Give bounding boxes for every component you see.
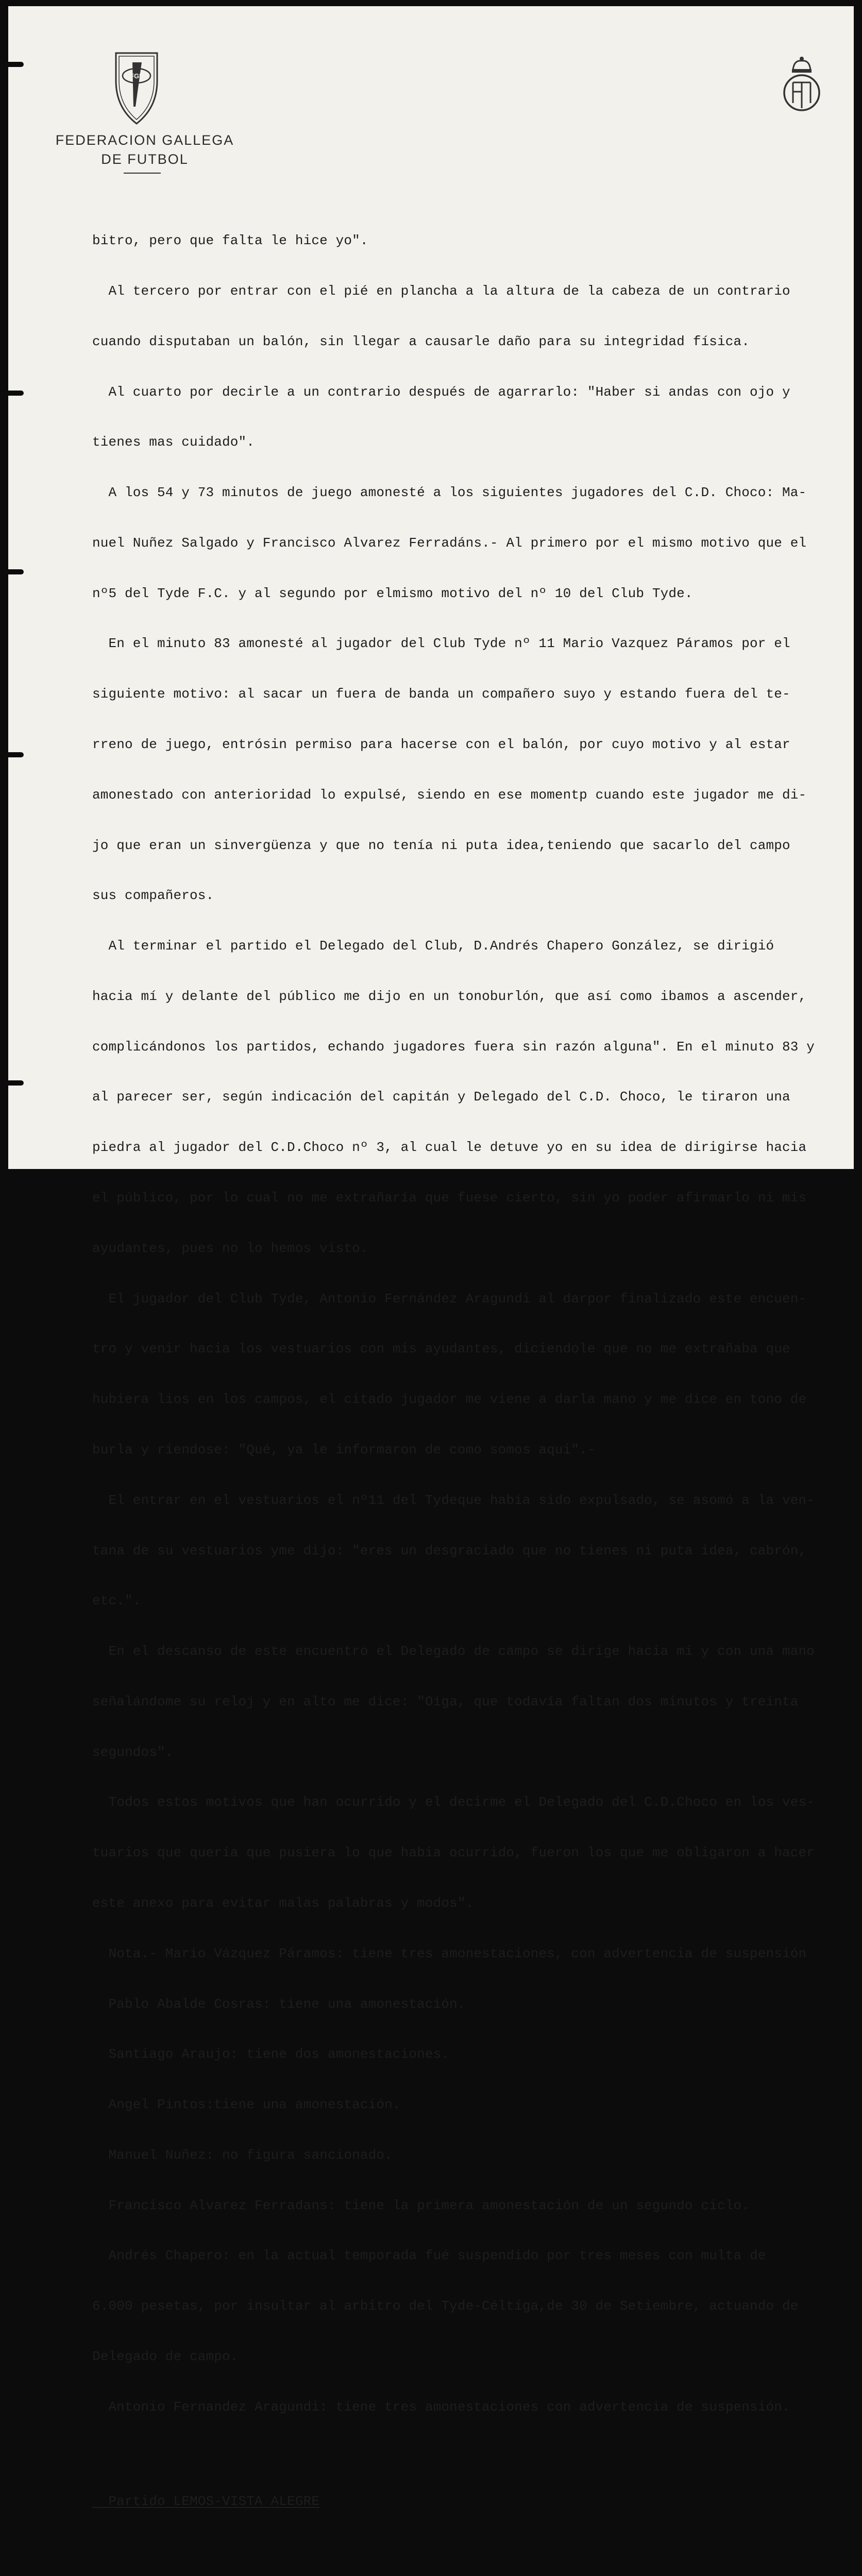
binder-hole (8, 1080, 24, 1086)
text-line: ayudantes, pues no lo hemos visto. (92, 1240, 368, 1256)
text-line: complicándonos los partidos, echando jugadores fuera sin razón alguna". En el minuto 83 y (92, 1039, 815, 1055)
text-line: Al tercero por entrar con el pié en plancha a la altura de la cabeza de un contrario (92, 283, 790, 299)
text-line: Delegado de campo. (92, 2349, 239, 2364)
text-line: hubiera lios en los campos, el citado jugador me viene a darla mano y me dice en tono de (92, 1392, 807, 1408)
text-line: Todos estos motivos que han ocurrido y el decirme el Delegado del C.D.Choco en los ves- (92, 1794, 815, 1810)
binder-hole (8, 569, 24, 574)
section-heading: Partido LEMOS-VISTA ALEGRE (92, 2493, 320, 2509)
text-line: Francisco Alvarez Ferradans: tiene la primera amonestación de un segundo ciclo. (92, 2197, 750, 2213)
text-line: al parecer ser, según indicación del capitán y Delegado del C.D. Choco, le tiraron una (92, 1089, 790, 1105)
binder-hole (8, 62, 24, 67)
text-line: cuando disputaban un balón, sin llegar a causarle daño para su integridad física. (92, 333, 750, 349)
text-line: siguiente motivo: al sacar un fuera de banda un compañero suyo y estando fuera del te- (92, 686, 790, 702)
text-line: Andrés Chapero: en la actual temporada fué suspendido por tres meses con multa de (92, 2248, 766, 2264)
text-line: El jugador del Club Tyde, Antonio Fernández Aragundi al darpor finalizado este encuen- (92, 1291, 807, 1307)
text-line: Antonio Fernandez Aragundi: tiene tres amonestaciones con advertencia de suspensión. (92, 2399, 790, 2415)
text-line: Santiago Araujo: tiene dos amonestaciones. (92, 2046, 450, 2062)
galician-football-federation-shield-icon (113, 51, 160, 126)
text-line: Manuel Nuñez: no figura sancionado. (92, 2147, 393, 2163)
text-line: tana de su vestuarios yme dijo: "eres un desgraciado que no tienes ni puta idea, cabrón, (92, 1543, 807, 1558)
text-line: Pablo Abalde Cosras: tiene una amonestación. (92, 1996, 466, 2012)
text-line: piedra al jugador del C.D.Choco nº 3, al cual le detuve yo en su idea de dirigirse hacia (92, 1140, 807, 1156)
text-line: nuel Nuñez Salgado y Francisco Alvarez Ferradáns.- Al primero por el mismo motivo que el (92, 535, 807, 551)
text-line: En el minuto 83 amonesté al jugador del Club Tyde nº 11 Mario Vazquez Páramos por el (92, 636, 790, 652)
text-line: jo que eran un sinvergüenza y que no tenía ni puta idea,teniendo que sacarlo del campo (92, 837, 790, 853)
text-line: A los 54 y 73 minutos de juego amonesté a los siguientes jugadores del C.D. Choco: Ma- (92, 485, 807, 501)
text-line: bitro, pero que falta le hice yo". (92, 233, 368, 249)
text-line: sus compañeros. (92, 888, 214, 904)
federation-name-line2: DE FUTBOL (101, 151, 189, 167)
document-page (8, 6, 854, 2509)
text-line: señalándome su reloj y en alto me dice: "Oiga, que todavía faltan dos minutos y treinta (92, 1693, 799, 1709)
svg-text:FGF: FGF (130, 72, 143, 80)
text-line: Al terminar el partido el Delegado del Club, D.Andrés Chapero González, se dirigió (92, 938, 774, 954)
blank-line (92, 2544, 861, 2554)
text-line: tienes mas cuidado". (92, 434, 255, 450)
text-line: Nota.- Mario Vázquez Páramos: tiene tres amonestaciones, con advertencia de suspensión (92, 1945, 807, 1961)
federation-name-line1: FEDERACION GALLEGA (55, 132, 234, 148)
text-line: rreno de juego, entrósin permiso para hacerse con el balón, por cuyo motivo y al estar (92, 737, 790, 752)
text-line: tuarios que quería que pusiera lo que habia ocurrido, fueron los que me obligaron a hacer (92, 1845, 815, 1861)
text-line: En el descanso de este encuentro el Delegado de campo se dirige hacia mi y con una mano (92, 1643, 815, 1659)
text-line: este anexo para evitar malas palabras y modos". (92, 1895, 474, 1911)
text-line: tro y venir hacia los vestuarios con mis ayudantes, diciendole que no me extrañaba que (92, 1341, 790, 1357)
text-line: nº5 del Tyde F.C. y al segundo por elmismo motivo del nº 10 del Club Tyde. (92, 585, 693, 601)
text-line: burla y riendose: "Qué, ya le informaron de como somos aqui".- (92, 1442, 596, 1458)
text-line: Al cuarto por decirle a un contrario después de agarrarlo: "Haber si andas con ojo y (92, 384, 790, 400)
text-line: amonestado con anterioridad lo expulsé, siendo en ese momentp cuando este jugador me di- (92, 787, 807, 803)
text-line: Angel Pintos:tiene una amonestación. (92, 2097, 401, 2113)
binder-hole (8, 752, 24, 757)
text-line: hacia mí y delante del público me dijo en un tonoburlón, que así como ibamos a ascender, (92, 988, 807, 1004)
text-line: El entrar en el vestuarios el nº11 del Tydeque habia sido expulsado, se asomó a la ven- (92, 1492, 815, 1508)
text-line: segundos". (92, 1744, 174, 1760)
binder-hole (8, 391, 24, 396)
letter-body (92, 199, 861, 2576)
spanish-football-federation-crest-icon (781, 55, 823, 114)
text-line: 6.000 pesetas, por insultar al arbitro del Tyde-Céltiga,de 30 de Setiembre, actuando de (92, 2298, 799, 2314)
blank-line (92, 2449, 861, 2460)
text-line: el público, por lo cual no me extrañaría que fuese cierto, sin yo poder afirmarlo ni mis (92, 1190, 807, 1206)
text-line: etc.". (92, 1593, 141, 1609)
header-rule (124, 173, 161, 174)
federation-name (34, 131, 256, 169)
